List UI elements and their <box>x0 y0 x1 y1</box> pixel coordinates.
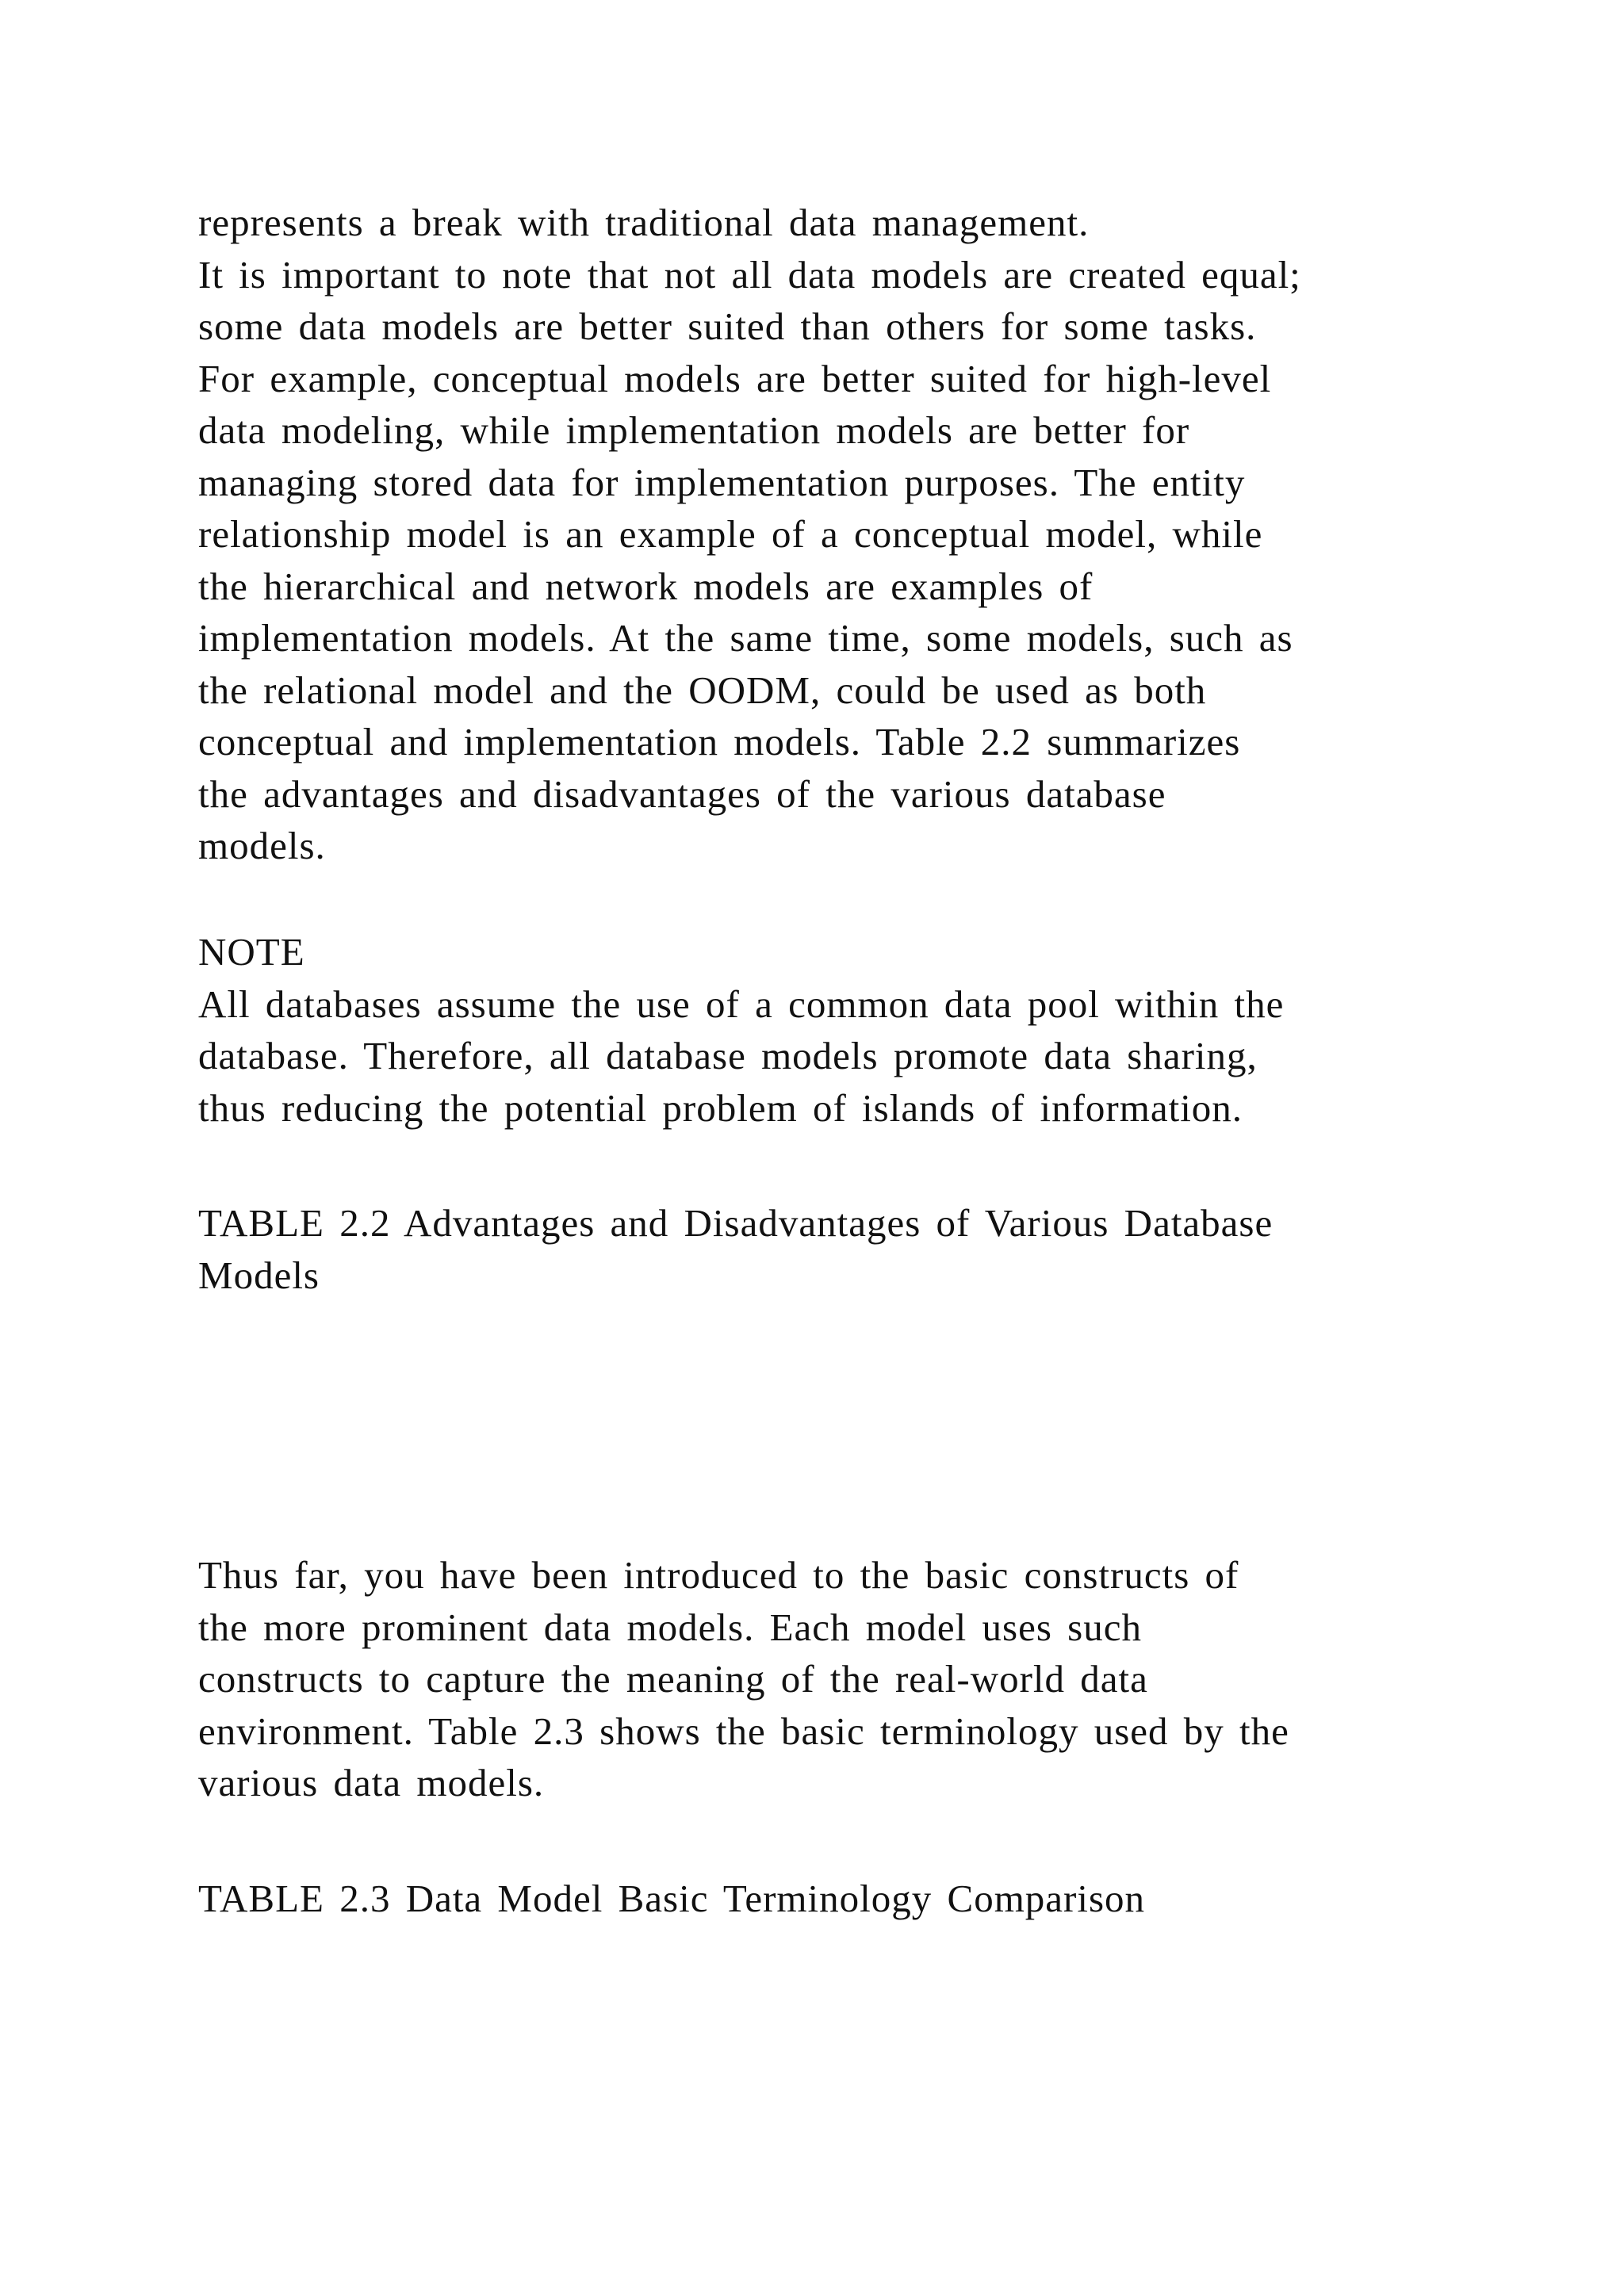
text-line: constructs to capture the meaning of the real-world data <box>198 1657 1148 1701</box>
text-line: the more prominent data models. Each model uses such <box>198 1605 1142 1649</box>
body-paragraph <box>198 1549 1499 1809</box>
table-caption <box>198 1873 1499 1925</box>
text-line: thus reducing the potential problem of islands of information. <box>198 1085 1243 1130</box>
text-line: the advantages and disadvantages of the various database <box>198 771 1166 816</box>
body-paragraph <box>198 197 1499 872</box>
text-line: Models <box>198 1253 320 1297</box>
text-line: managing stored data for implementation purposes. The entity <box>198 460 1246 504</box>
text-line: relationship model is an example of a conceptual model, while <box>198 512 1263 556</box>
text-line: Thus far, you have been introduced to the basic constructs of <box>198 1553 1239 1597</box>
text-line: database. Therefore, all database models promote data sharing, <box>198 1034 1258 1077</box>
note-heading: NOTE <box>198 930 305 974</box>
text-line: All databases assume the use of a common data pool within the <box>198 982 1285 1026</box>
text-line: implementation models. At the same time, some models, such as <box>198 616 1293 660</box>
text-line: represents a break with traditional data management. <box>198 201 1090 244</box>
text-line: the relational model and the OODM, could be used as both <box>198 668 1207 712</box>
text-line: conceptual and implementation models. Table 2.2 summarizes <box>198 720 1241 763</box>
text-line: For example, conceptual models are better suited for high-level <box>198 356 1272 400</box>
text-line: data modeling, while implementation models are better for <box>198 408 1190 452</box>
text-line: models. <box>198 824 326 867</box>
note-box <box>198 926 1499 1134</box>
text-line: various data models. <box>198 1761 545 1804</box>
text-line: TABLE 2.3 Data Model Basic Terminology Comparison <box>198 1877 1146 1920</box>
text-line: TABLE 2.2 Advantages and Disadvantages of Various Database <box>198 1201 1274 1245</box>
text-line: It is important to note that not all data models are created equal; <box>198 252 1301 297</box>
table-caption <box>198 1197 1499 1301</box>
text-line: the hierarchical and network models are examples of <box>198 564 1094 608</box>
text-line: some data models are better suited than others for some tasks. <box>198 304 1257 348</box>
text-line: environment. Table 2.3 shows the basic terminology used by the <box>198 1709 1289 1753</box>
